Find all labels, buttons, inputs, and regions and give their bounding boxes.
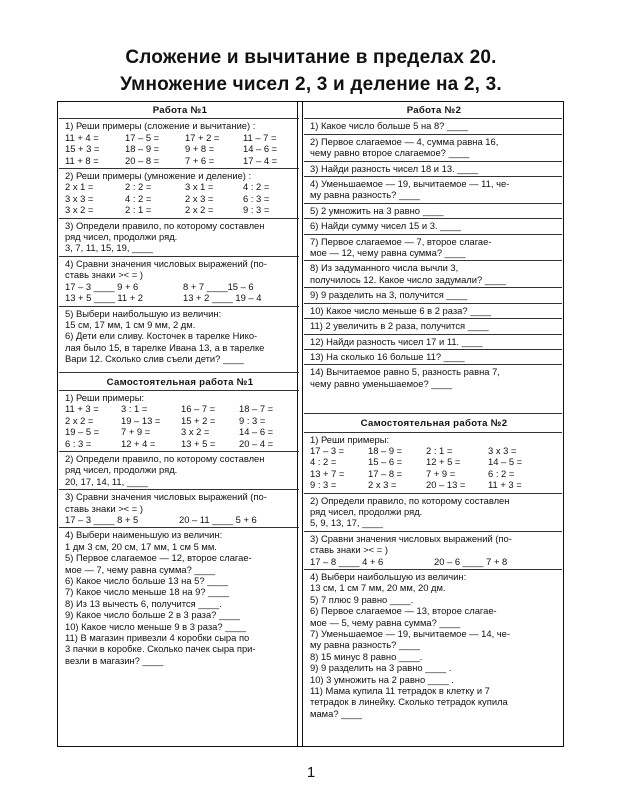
- self-work2-grid-cell: 15 – 6 =: [368, 456, 403, 468]
- self-work2-grid-cell: 9 : 3 =: [310, 479, 337, 491]
- self-work2-grid-cell: 18 – 9 =: [368, 444, 403, 456]
- work2-task4-line2: му равна разность? ____: [310, 189, 420, 201]
- self-work1-grid-cell: 7 + 9 =: [121, 426, 151, 438]
- self-work2-task10: 10) 3 умножить на 2 равно ____ .: [310, 673, 454, 685]
- self-work1-task8: 8) Из 13 вычесть 6, получится ____.: [65, 597, 222, 609]
- self-work2-task11-line2: тетрадок в линейку. Сколько тетрадок купила: [310, 696, 508, 708]
- self-work2-grid-cell: 11 + 3 =: [488, 479, 522, 491]
- divider-rule: [304, 493, 562, 494]
- self-work2-grid-cell: 7 + 9 =: [426, 467, 456, 479]
- work1-compare-cell: 8 + 7 ____15 – 6: [183, 280, 254, 292]
- divider-rule: [59, 306, 299, 307]
- self-work2-task6-line1: 6) Первое слагаемое — 13, второе слагае-: [310, 605, 497, 617]
- section-rule: [59, 372, 299, 373]
- self-work1-task6: 6) Какое число больше 13 на 5? ____: [65, 575, 229, 587]
- work1-task6-line2: лая было 15, в тарелке Ивана 13, а в тарелке: [65, 341, 265, 353]
- work1-compare-cell: 13 + 2 ____ 19 – 4: [183, 292, 262, 304]
- self-work1-task4-line2: 1 дм 3 см, 20 см, 17 мм, 1 см 5 мм.: [65, 540, 217, 552]
- section-rule: [304, 413, 562, 414]
- self-work2-grid: [310, 445, 546, 491]
- work2-task8-line1: 8) Из задуманного числа вычли 3,: [310, 262, 459, 274]
- self-work2-compare-grid: [310, 556, 550, 567]
- divider-rule: [59, 168, 299, 169]
- divider-rule: [304, 234, 562, 235]
- work2-header-rule: [304, 118, 562, 119]
- work1-compare-grid: [65, 281, 293, 304]
- self-work1-header-rule: [59, 390, 299, 391]
- work1-grid2-cell: 3 x 2 =: [65, 204, 94, 216]
- work2-task14-line2: чему равно уменьшаемое? ____: [310, 377, 453, 389]
- work1-task1: 1) Реши примеры (сложение и вычитание) :: [65, 120, 256, 132]
- self-work2-grid-cell: 20 – 13 =: [426, 479, 466, 491]
- self-work1-grid-cell: 3 : 1 =: [121, 403, 148, 415]
- self-work1-compare-grid: [65, 514, 293, 525]
- work2-task10: 10) Какое число меньше 6 в 2 раза? ____: [310, 304, 492, 316]
- self-work2-task4-line2: 13 см, 1 см 7 мм, 20 мм, 20 дм.: [310, 582, 446, 594]
- self-work2-header-rule: [304, 432, 562, 433]
- self-work2-compare-cell: 20 – 6 ____ 7 + 8: [434, 555, 508, 567]
- self-work1-task9: 9) Какое число больше 2 в 3 раза? ____: [65, 609, 240, 621]
- left-column: [59, 101, 299, 747]
- work1-task3-line3: 3, 7, 11, 15, 19, ____: [65, 242, 153, 254]
- work1-grid1-cell: 17 – 4 =: [243, 154, 278, 166]
- work1-grid1-cell: 17 – 5 =: [125, 131, 160, 143]
- self-work1-grid-cell: 19 – 5 =: [65, 426, 100, 438]
- work1-task3-line2: ряд чисел, продолжи ряд.: [65, 231, 178, 243]
- divider-rule: [304, 203, 562, 204]
- self-work1-task5-line2: мое — 7, чему равна сумма? ____: [65, 563, 216, 575]
- self-work2-grid-cell: 13 + 7 =: [310, 467, 345, 479]
- work1-grid1-cell: 17 + 2 =: [185, 131, 220, 143]
- work1-task6-line1: 6) Дети ели сливу. Косточек в тарелке Нико-: [65, 330, 258, 342]
- work1-header-rule: [59, 118, 299, 119]
- work1-grid1-cell: 9 + 8 =: [185, 143, 215, 155]
- self-work1-grid-cell: 12 + 4 =: [121, 437, 156, 449]
- self-work2-grid-cell: 14 – 5 =: [488, 456, 523, 468]
- work1-grid1-cell: 11 + 8 =: [65, 154, 99, 166]
- self-work1-grid-cell: 14 – 6 =: [239, 426, 274, 438]
- self-work2-task7-line2: му равна разность? ____: [310, 639, 420, 651]
- work1-grid1-cell: 11 + 4 =: [65, 131, 99, 143]
- work2-task2-line2: чему равно второе слагаемое? ____: [310, 147, 470, 159]
- work1-grid2-cell: 2 x 3 =: [185, 192, 214, 204]
- work1-grid1-cell: 18 – 9 =: [125, 143, 160, 155]
- divider-rule: [59, 489, 299, 490]
- self-work1-grid-cell: 11 + 3 =: [65, 403, 99, 415]
- work2-task4-line1: 4) Уменьшаемое — 19, вычитаемое — 11, че-: [310, 178, 510, 190]
- work1-grid2-cell: 2 : 2 =: [125, 181, 152, 193]
- page-number: 1: [306, 764, 316, 781]
- self-work1-task3-line2: ставь знаки >< = ): [65, 502, 143, 514]
- self-work1-task7: 7) Какое число меньше 18 на 9? ____: [65, 586, 230, 598]
- divider-rule: [304, 134, 562, 135]
- work1-grid2-cell: 4 : 2 =: [125, 192, 152, 204]
- work1-compare-cell: 13 + 5 ____ 11 + 2: [65, 292, 144, 304]
- self-work1-grid-cell: 13 + 5 =: [181, 437, 216, 449]
- self-work1-task2-line3: 20, 17, 14, 11, ____: [65, 475, 148, 487]
- work2-task7-line2: мое — 12, чему равна сумма? ____: [310, 247, 466, 259]
- work2-task13: 13) На сколько 16 больше 11? ____: [310, 350, 465, 362]
- self-work1-task11-line1: 11) В магазин привезли 4 коробки сыра по: [65, 632, 250, 644]
- self-work2-grid-cell: 2 : 1 =: [426, 444, 453, 456]
- self-work1-grid-cell: 15 + 2 =: [181, 414, 216, 426]
- work1-task2: 2) Реши примеры (умножение и деление) :: [65, 170, 252, 182]
- work1-compare-cell: 17 – 3 ____ 9 + 6: [65, 280, 139, 292]
- work1-grid2-cell: 6 : 3 =: [243, 192, 270, 204]
- divider-rule: [59, 527, 299, 528]
- divider-rule: [304, 349, 562, 350]
- work1-header: Работа №1: [152, 105, 208, 116]
- work1-grid2-cell: 2 : 1 =: [125, 204, 152, 216]
- self-work1-task2-line2: ряд чисел, продолжи ряд.: [65, 464, 178, 476]
- self-work1-grid-cell: 2 x 2 =: [65, 414, 94, 426]
- self-work1-task5-line1: 5) Первое слагаемое — 12, второе слагае-: [65, 552, 252, 564]
- self-work2-grid-cell: 4 : 2 =: [310, 456, 337, 468]
- divider-rule: [304, 161, 562, 162]
- work2-task14-line1: 14) Вычитаемое равно 5, разность равна 7,: [310, 366, 500, 378]
- self-work1-grid-cell: 18 – 7 =: [239, 403, 274, 415]
- self-work2-task6-line2: мое — 5, чему равна сумма? ____: [310, 616, 461, 628]
- self-work2-task4-line1: 4) Выбери наибольшую из величин:: [310, 571, 467, 582]
- self-work2-task1: 1) Реши примеры:: [310, 433, 390, 445]
- self-work1-grid-cell: 16 – 7 =: [181, 403, 216, 415]
- divider-rule: [304, 287, 562, 288]
- self-work2-grid-cell: 6 : 2 =: [488, 467, 515, 479]
- divider-rule: [304, 218, 562, 219]
- self-work1-task1: 1) Реши примеры:: [65, 391, 145, 403]
- self-work1-compare-cell: 17 – 3 ____ 8 + 5: [65, 514, 139, 525]
- self-work2-task11-line3: мама? ____: [310, 707, 362, 719]
- page-title-line2: Умножение чисел 2, 3 и деление на 2, 3.: [120, 74, 502, 95]
- self-work2-grid-cell: 2 x 3 =: [368, 479, 397, 491]
- work1-grid1-cell: 20 – 8 =: [125, 154, 160, 166]
- self-work1-header: Самостоятельная работа №1: [106, 376, 254, 388]
- right-column: [304, 101, 562, 747]
- divider-rule: [304, 334, 562, 335]
- self-work2-task11-line1: 11) Мама купила 11 тетрадок в клетку и 7: [310, 685, 490, 697]
- page-title-line1: Сложение и вычитание в пределах 20.: [125, 47, 497, 68]
- divider-rule: [304, 318, 562, 319]
- work1-grid2-cell: 3 x 3 =: [65, 192, 94, 204]
- work1-grid2-cell: 2 x 2 =: [185, 204, 214, 216]
- work2-task6: 6) Найди сумму чисел 15 и 3. ____: [310, 220, 461, 232]
- work1-grid2: [65, 181, 287, 215]
- divider-rule: [304, 364, 562, 365]
- self-work2-task5: 5) 7 плюс 9 равно ____.: [310, 593, 414, 605]
- work1-grid1-cell: 11 – 7 =: [243, 131, 277, 143]
- self-work1-grid-cell: 3 x 2 =: [181, 426, 210, 438]
- self-work2-header: Самостоятельная работа №2: [360, 418, 508, 430]
- work2-task12: 12) Найди разность чисел 17 и 11. ____: [310, 335, 483, 347]
- work2-task1: 1) Какое число больше 5 на 8? ____: [310, 120, 468, 132]
- work2-task9: 9) 9 разделить на 3, получится ____: [310, 289, 468, 301]
- self-work2-task3-line2: ставь знаки >< = ): [310, 544, 388, 556]
- self-work1-task11-line2: 3 пачки в коробке. Сколько пачек сыра при-: [65, 643, 256, 655]
- self-work2-grid-cell: 3 x 3 =: [488, 444, 517, 456]
- self-work2-grid-cell: 17 – 8 =: [368, 467, 403, 479]
- work1-grid2-cell: 9 : 3 =: [243, 204, 270, 216]
- divider-rule: [304, 531, 562, 532]
- work1-grid1-cell: 7 + 6 =: [185, 154, 215, 166]
- self-work2-task8: 8) 15 минус 8 равно ____.: [310, 650, 423, 662]
- self-work1-grid: [65, 403, 287, 449]
- work1-grid2-cell: 4 : 2 =: [243, 181, 270, 193]
- work1-grid1-cell: 14 – 6 =: [243, 143, 278, 155]
- self-work1-task4-line1: 4) Выбери наименьшую из величин:: [65, 529, 223, 541]
- self-work1-task10: 10) Какое число меньше 9 в 3 раза? ____: [65, 620, 247, 632]
- self-work2-task7-line1: 7) Уменьшаемое — 19, вычитаемое — 14, че-: [310, 628, 511, 640]
- divider-rule: [304, 303, 562, 304]
- work1-grid1-cell: 15 + 3 =: [65, 143, 100, 155]
- self-work1-grid-cell: 20 – 4 =: [239, 437, 274, 449]
- self-work1-grid-cell: 6 : 3 =: [65, 437, 92, 449]
- work2-header: Работа №2: [406, 105, 462, 116]
- work1-grid2-cell: 3 x 1 =: [185, 181, 214, 193]
- work1-task5-line2: 15 см, 17 мм, 1 см 9 мм, 2 дм.: [65, 318, 196, 330]
- divider-rule: [59, 451, 299, 452]
- self-work1-task11-line3: везли в магазин? ____: [65, 654, 164, 666]
- work1-task4-line1: 4) Сравни значения числовых выражений (по-: [65, 257, 267, 269]
- divider-rule: [304, 260, 562, 261]
- self-work1-task2-line1: 2) Определи правило, по которому составлен: [65, 452, 265, 464]
- work2-task2-line1: 2) Первое слагаемое — 4, сумма равна 16,: [310, 135, 499, 147]
- self-work1-task3-line1: 3) Сравни значения числовых выражений (по-: [65, 491, 267, 503]
- self-work2-compare-cell: 17 – 8 ____ 4 + 6: [310, 555, 384, 567]
- work2-task11: 11) 2 увеличить в 2 раза, получится ____: [310, 320, 489, 332]
- work2-task7-line1: 7) Первое слагаемое — 7, второе слагае-: [310, 235, 492, 247]
- divider-rule: [59, 218, 299, 219]
- work2-task3: 3) Найди разность чисел 18 и 13. ____: [310, 162, 479, 174]
- self-work2-task2-line1: 2) Определи правило, по которому составлен: [310, 494, 510, 506]
- work1-grid1: [65, 132, 287, 166]
- self-work2-grid-cell: 12 + 5 =: [426, 456, 461, 468]
- work2-task5: 5) 2 умножить на 3 равно ____: [310, 204, 444, 216]
- work1-task4-line2: ставь знаки >< = ): [65, 269, 143, 281]
- self-work2-task3-line1: 3) Сравни значения числовых выражений (по-: [310, 532, 512, 544]
- self-work2-grid-cell: 17 – 3 =: [310, 444, 345, 456]
- work1-task6-line3: Вари 12. Сколько слив съели дети? ____: [65, 353, 244, 365]
- work1-task5-line1: 5) Выбери наибольшую из величин:: [65, 307, 222, 319]
- self-work2-task9: 9) 9 разделить на 3 равно ____ .: [310, 662, 452, 674]
- self-work2-task2-line3: 5, 9, 13, 17, ____: [310, 517, 383, 529]
- work2-task8-line2: получилось 12. Какое число задумали? ____: [310, 273, 506, 285]
- divider-rule: [304, 176, 562, 177]
- work1-grid2-cell: 2 x 1 =: [65, 181, 94, 193]
- work1-task3-line1: 3) Определи правило, по которому составлен: [65, 219, 265, 231]
- divider-rule: [59, 256, 299, 257]
- self-work1-grid-cell: 19 – 13 =: [121, 414, 161, 426]
- self-work1-compare-cell: 20 – 11 ____ 5 + 6: [179, 514, 257, 525]
- self-work1-grid-cell: 9 : 3 =: [239, 414, 266, 426]
- divider-rule: [304, 569, 562, 570]
- self-work2-task2-line2: ряд чисел, продолжи ряд.: [310, 505, 423, 517]
